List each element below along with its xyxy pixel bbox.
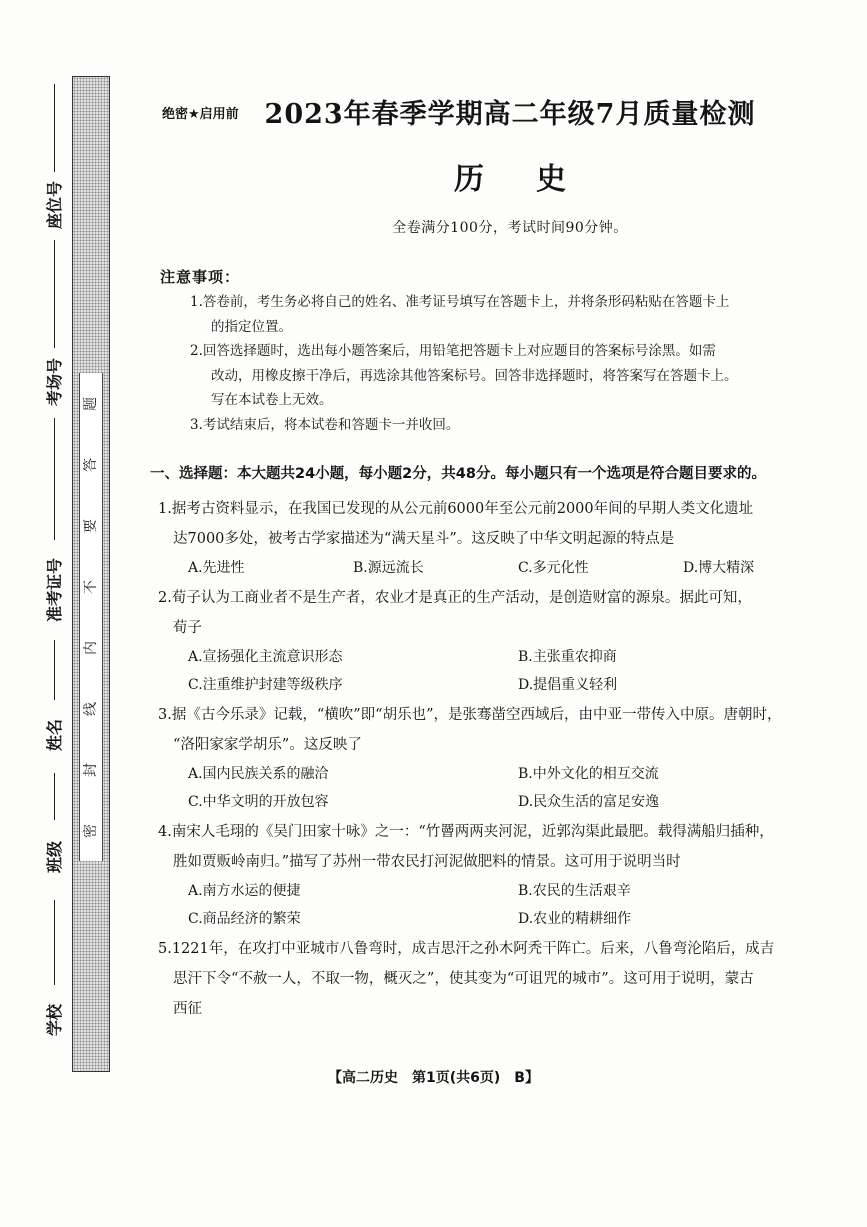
question-stem: 5.1221年，在攻打中亚城市八鲁弯时，成吉思汗之孙木阿秃干阵亡。后来，八鲁弯沦陷后，成吉 <box>158 940 775 957</box>
binding-write-line <box>54 418 55 540</box>
option-d: D.博大精深 <box>683 560 755 576</box>
seal-char: 答 <box>83 457 99 472</box>
binding-write-line <box>54 84 55 172</box>
notice-line: 写在本试卷上无效。 <box>211 392 333 409</box>
option-d: D.提倡重义轻利 <box>518 677 618 693</box>
binding-write-line <box>54 240 55 348</box>
binding-label: 学校 <box>45 1004 64 1037</box>
question-list <box>158 494 848 1024</box>
binding-label: 座位号 <box>45 181 64 230</box>
seal-char: 不 <box>83 579 99 594</box>
notice-line: 2.回答选择题时，选出每小题答案后，用铅笔把答题卡上对应题目的答案标号涂黑。如需 <box>190 343 716 360</box>
option-c: C.商品经济的繁荣 <box>188 911 301 927</box>
binding-write-line <box>54 900 55 985</box>
option-b: B.农民的生活艰辛 <box>518 882 631 899</box>
seal-strip <box>72 76 110 1072</box>
seal-char: 密 <box>83 823 99 838</box>
question-block <box>158 700 848 817</box>
secret-label: 绝密★启用前 <box>162 107 239 122</box>
question-stem: 3.据《古今乐录》记载，“横吹”即“胡乐也”，是张骞凿空西域后，由中亚一带传入中原。唐朝时， <box>158 706 782 723</box>
option-a: A.南方水运的便捷 <box>188 882 301 899</box>
question-block <box>158 934 848 1024</box>
notice-line: 3.考试结束后，将本试卷和答题卡一并收回。 <box>190 416 460 433</box>
option-row <box>158 877 848 906</box>
option-a: A.先进性 <box>188 560 245 576</box>
seal-text-box <box>79 373 103 861</box>
question-stem: 1.据考古资料显示，在我国已发现的从公元前6000年至公元前2000年间的早期人类文化遗址 <box>158 501 754 517</box>
exam-info: 全卷满分100分，考试时间90分钟。 <box>392 220 628 236</box>
seal-char: 线 <box>83 701 99 716</box>
option-a: A.宣扬强化主流意识形态 <box>188 648 343 665</box>
question-block <box>158 817 848 934</box>
exam-title: 2023年春季学期高二年级7月质量检测 <box>264 99 756 130</box>
question-stem-cont: 思汗下令“不赦一人，不取一物，概灭之”，使其变为“可诅咒的城市”。这可用于说明，蒙古 <box>173 970 754 987</box>
question-stem: 2.荀子认为工商业者不是生产者，农业才是真正的生产活动，是创造财富的源泉。据此可知， <box>158 589 752 606</box>
notice-list <box>160 290 830 438</box>
option-row <box>158 643 848 672</box>
question-block <box>158 583 848 700</box>
option-b: B.源远流长 <box>353 560 424 576</box>
option-b: B.主张重农抑商 <box>518 648 617 665</box>
question-block <box>158 494 848 583</box>
notice-line: 的指定位置。 <box>211 318 292 335</box>
question-stem: 4.南宋人毛珝的《吴门田家十咏》之一：“竹罾两两夹河泥，近郭沟渠此最肥。载得满船归插种， <box>158 823 774 840</box>
page-footer: 【高二历史 第1页(共6页) B】 <box>328 1070 539 1086</box>
question-stem-cont: “洛阳家家学胡乐”。这反映了 <box>173 736 362 753</box>
notice-line: 1.答卷前，考生务必将自己的姓名、准考证号填写在答题卡上，并将条形码粘贴在答题卡上 <box>190 294 730 310</box>
seal-char: 要 <box>83 518 99 533</box>
notice-item <box>160 339 830 413</box>
option-d: D.农业的精耕细作 <box>518 911 632 927</box>
option-row <box>158 554 848 583</box>
option-row <box>158 671 848 700</box>
notice-line: 改动，用橡皮擦干净后，再选涂其他答案标号。回答非选择题时，将答案写在答题卡上。 <box>211 367 738 384</box>
binding-label: 准考证号 <box>45 558 64 623</box>
option-row <box>158 788 848 817</box>
section-heading: 一、选择题：本大题共24小题，每小题2分，共48分。每小题只有一个选项是符合题目要求的。 <box>150 466 766 482</box>
binding-label: 班级 <box>45 841 64 874</box>
seal-char: 封 <box>83 762 99 777</box>
seal-char: 题 <box>83 396 99 411</box>
option-row <box>158 905 848 934</box>
notice-heading: 注意事项： <box>160 268 241 286</box>
subject-title: 历史 <box>454 162 618 197</box>
option-c: C.注重维护封建等级秩序 <box>188 677 343 693</box>
binding-label: 考场号 <box>45 358 64 407</box>
seal-char: 内 <box>83 640 99 655</box>
binding-label: 姓名 <box>45 719 64 752</box>
question-stem-cont: 西征 <box>173 1000 202 1017</box>
question-stem-cont: 达7000多处，被考古学家描述为“满天星斗”。这反映了中华文明起源的特点是 <box>173 531 675 547</box>
option-row <box>158 760 848 789</box>
notice-item <box>160 290 830 339</box>
option-b: B.中外文化的相互交流 <box>518 765 659 782</box>
notice-item <box>160 413 830 438</box>
option-a: A.国内民族关系的融洽 <box>188 765 329 782</box>
option-c: C.多元化性 <box>518 560 589 576</box>
question-stem-cont: 荀子 <box>173 619 202 636</box>
question-stem-cont: 胜如贾贩岭南归。”描写了苏州一带农民打河泥做肥料的情景。这可用于说明当时 <box>173 853 681 870</box>
option-d: D.民众生活的富足安逸 <box>518 794 660 810</box>
option-c: C.中华文明的开放包容 <box>188 794 329 810</box>
